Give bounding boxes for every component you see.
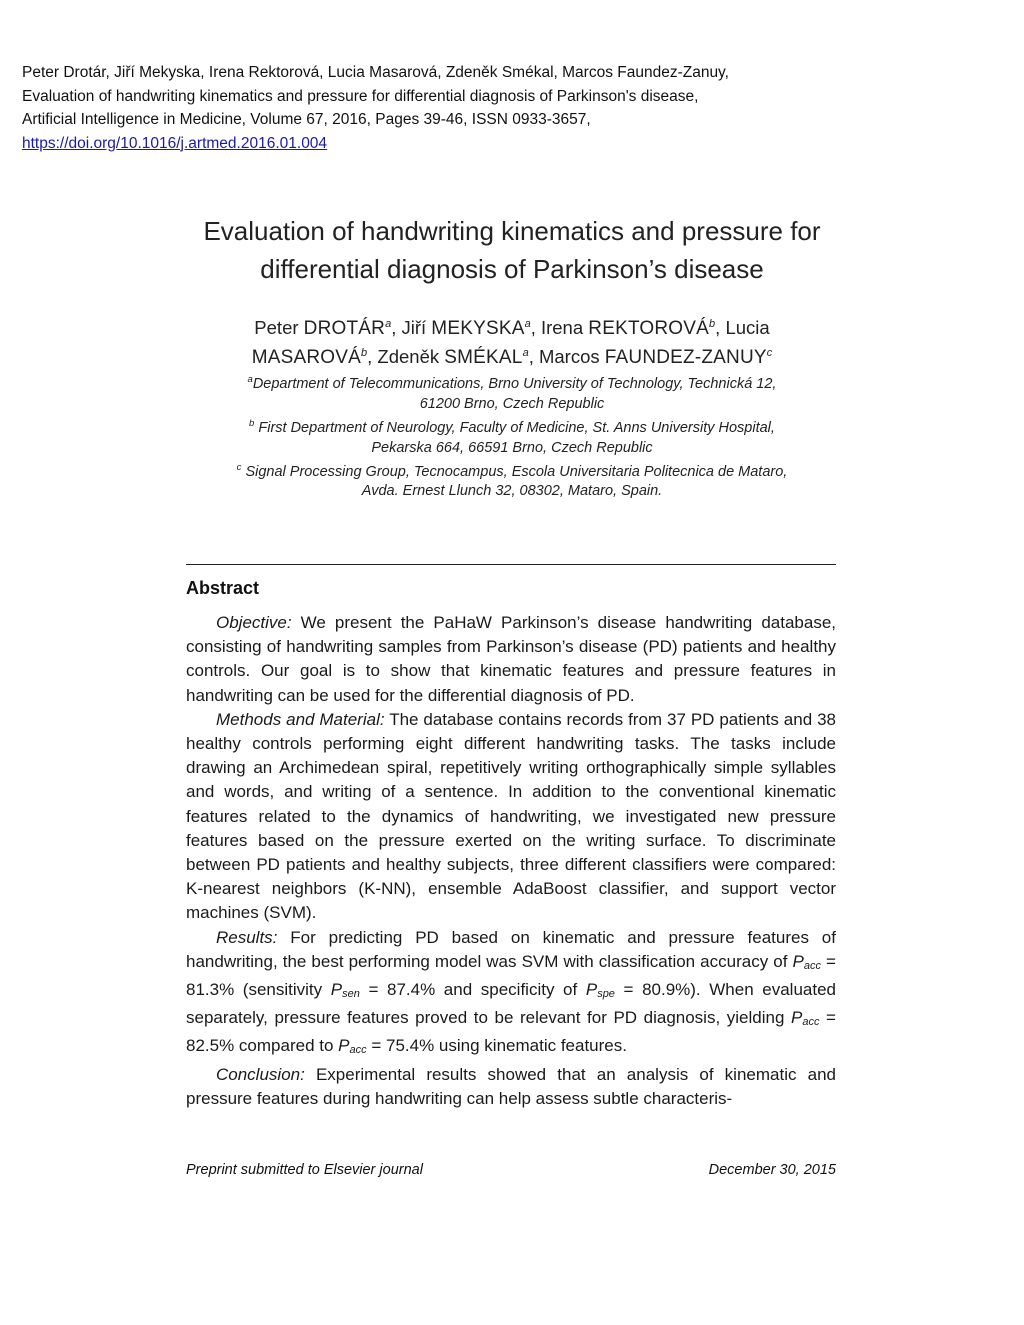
author-list: Peter DROTÁR$^a$, Jiří MEKYSKA$^a$, Irena REKTOROVÁ$^b$, Lucia MASAROVÁ$^b$, Zdeněk SMÉKAL$^a$, Marcos FAUNDEZ-ZANUY$^c$ bbox=[251, 317, 773, 369]
abstract-conclusion: Conclusion: Experimental results showed that an analysis of kinematic and pressure features during handwriting can help assess subtle characteris- bbox=[186, 1064, 836, 1108]
affiliations bbox=[170, 370, 854, 501]
title-line: differential diagnosis of Parkinson’s disease bbox=[260, 254, 764, 284]
doi-link[interactable]: https://doi.org/10.1016/j.artmed.2016.01.004 bbox=[22, 134, 328, 152]
abstract-methods: Methods and Material: The database contains records from 37 PD patients and 38 healthy controls performing eight different handwriting tasks. The tasks include drawing an Archimedean spiral, repetitively writing orthographically simple syllables and words, and writing of a sentence. In addition to the conventional kinematic features related to the dynamics of handwriting, we investigated new pressure features based on the pressure exerted on the writing surface. To discriminate between PD patients and healthy subjects, three different classifiers were compared: K-nearest neighbors (K-NN), ensemble AdaBoost classifier, and support vector machines (SVM). bbox=[186, 709, 836, 923]
abstract-results: Results: For predicting PD based on kinematic and pressure features of handwriting, the best performing model was SVM with classification accuracy of $P_{acc} = 81.3\%$ (sensitivity $P_{sen} = 87.4\%$ and specificity of $P_{spe} = 80.9\%$). When evaluated separately, pressure features proved to be relevant for PD diagnosis, yielding $P_{acc} = 82.5\%$ compared to $P_{acc} = 75.4\%$ using kinematic features. bbox=[186, 927, 836, 1057]
abstract-objective: Objective: We present the PaHaW Parkinson’s disease handwriting database, consisting of handwriting samples from Parkinson’s disease (PD) patients and healthy controls. Our goal is to show that kinematic features and pressure features in handwriting can be used for the differential diagnosis of PD. bbox=[186, 613, 837, 705]
author-surname: MASAROVÁ bbox=[251, 347, 362, 369]
affiliation-mark: b bbox=[709, 318, 716, 330]
affiliation-b: $^b$ First Department of Neurology, Faculty of Medicine, St. Anns University Hospital, Pekarska 664, 66591 Brno, Czech Republic bbox=[249, 417, 775, 456]
author-surname: MEKYSKA bbox=[431, 318, 525, 340]
footer-preprint-note: Preprint submitted to Elsevier journal bbox=[186, 1162, 423, 1178]
paper-title bbox=[150, 212, 874, 288]
affiliation-mark: a bbox=[385, 318, 392, 330]
author-surname: DROTÁR bbox=[303, 318, 386, 340]
author-given: Peter bbox=[254, 317, 299, 339]
section-divider bbox=[186, 564, 836, 565]
author-given: Marcos bbox=[538, 346, 600, 368]
page-footer bbox=[186, 1162, 836, 1178]
affiliation-mark: a bbox=[524, 318, 531, 330]
citation-line: Evaluation of handwriting kinematics and pressure for differential diagnosis of Parkinson's disease, bbox=[22, 87, 699, 105]
affiliation-a: $^a$Department of Telecommunications, Brno University of Technology, Technická 12, 61200 Brno, Czech Republic bbox=[247, 374, 777, 412]
affiliation-mark: c bbox=[766, 347, 773, 360]
citation-block bbox=[22, 61, 1002, 155]
citation-line: Peter Drotár, Jiří Mekyska, Irena Rektorová, Lucia Masarová, Zdeněk Smékal, Marcos Faundez-Zanuy, bbox=[22, 64, 729, 81]
author-surname: SMÉKAL bbox=[444, 347, 523, 369]
abstract-body bbox=[186, 611, 836, 1111]
affiliation-c: $^c$ Signal Processing Group, Tecnocampus, Escola Universitaria Politecnica de Mataro, Avda. Ernest Llunch 32, 08302, Mataro, Spain. bbox=[236, 461, 788, 500]
footer-date: December 30, 2015 bbox=[708, 1162, 836, 1178]
author-given: Irena bbox=[540, 317, 584, 339]
citation-line: Artificial Intelligence in Medicine, Volume 67, 2016, Pages 39-46, ISSN 0933-3657, bbox=[22, 111, 591, 128]
abstract-heading: Abstract bbox=[186, 578, 260, 598]
title-line: Evaluation of handwriting kinematics and pressure for bbox=[203, 216, 821, 246]
author-given: Zdeněk bbox=[377, 346, 440, 368]
author-surname: FAUNDEZ-ZANUY bbox=[604, 347, 767, 369]
author-given: Lucia bbox=[725, 317, 770, 339]
affiliation-mark: a bbox=[522, 347, 529, 360]
author-surname: REKTOROVÁ bbox=[588, 318, 710, 340]
author-given: Jiří bbox=[401, 317, 427, 339]
affiliation-mark: b bbox=[361, 347, 368, 360]
